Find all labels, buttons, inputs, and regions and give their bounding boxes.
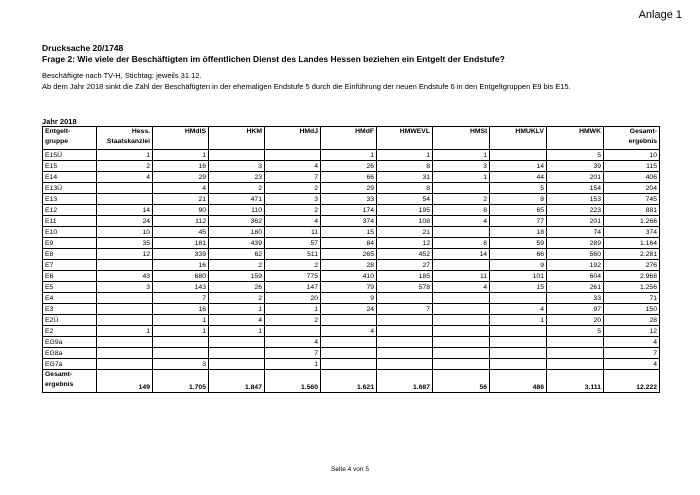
- table-cell: 20: [547, 315, 604, 326]
- table-cell: 3: [265, 194, 321, 205]
- table-row: [43, 271, 660, 282]
- table-cell: 181: [153, 238, 209, 249]
- table-cell: 35: [97, 238, 153, 249]
- table-cell: 20: [265, 293, 321, 304]
- table-cell: 1: [209, 304, 265, 315]
- table-cell: 7: [265, 348, 321, 359]
- table-cell: 1: [209, 326, 265, 337]
- table-cell: 10: [604, 150, 660, 161]
- table-cell: [97, 194, 153, 205]
- table-cell: 2: [265, 315, 321, 326]
- table-cell: [433, 348, 490, 359]
- table-cell: 8: [377, 183, 433, 194]
- table-cell: [377, 315, 433, 326]
- column-header-text: HMSI: [470, 128, 487, 135]
- table-cell: [377, 359, 433, 370]
- table-cell: 1: [490, 315, 547, 326]
- table-cell: [97, 260, 153, 271]
- total-label-text: ergebnis: [45, 380, 74, 388]
- total-row-label: [43, 370, 97, 393]
- column-header-text: Entgelt-: [45, 128, 71, 135]
- table-cell: [547, 337, 604, 348]
- table-cell: 745: [604, 194, 660, 205]
- table-cell: 26: [321, 161, 377, 172]
- table-cell: 5: [547, 326, 604, 337]
- table-cell: 5: [490, 183, 547, 194]
- table-cell: 1: [265, 359, 321, 370]
- total-cell: 1.847: [209, 370, 265, 393]
- column-header: [43, 127, 97, 150]
- total-row: [43, 370, 660, 393]
- row-label: E11: [43, 216, 97, 227]
- column-header-text: HMWK: [579, 128, 601, 135]
- total-cell: 1.560: [265, 370, 321, 393]
- column-header-text: Gesamt-: [629, 128, 657, 135]
- table-cell: [209, 150, 265, 161]
- table-cell: 265: [321, 249, 377, 260]
- table-cell: 4: [265, 337, 321, 348]
- table-row: [43, 161, 660, 172]
- table-cell: [377, 337, 433, 348]
- table-cell: 24: [321, 304, 377, 315]
- column-header-text: HMdJ: [299, 128, 318, 135]
- column-header: [377, 127, 433, 150]
- row-label: E13: [43, 194, 97, 205]
- table-cell: 471: [209, 194, 265, 205]
- table-cell: 204: [604, 183, 660, 194]
- table-cell: 108: [377, 216, 433, 227]
- table-cell: 43: [97, 271, 153, 282]
- table-cell: 578: [377, 282, 433, 293]
- table-cell: 1: [153, 326, 209, 337]
- table-cell: 143: [153, 282, 209, 293]
- table-cell: 3: [433, 161, 490, 172]
- column-header-text: gruppe: [45, 137, 69, 145]
- table-cell: [97, 359, 153, 370]
- table-cell: [433, 293, 490, 304]
- table-row: [43, 348, 660, 359]
- table-cell: 12: [377, 238, 433, 249]
- table-cell: 21: [153, 194, 209, 205]
- table-cell: [321, 337, 377, 348]
- table-cell: 79: [321, 282, 377, 293]
- page-number: Seite 4 von 5: [331, 466, 369, 473]
- table-cell: 2.968: [604, 271, 660, 282]
- table-cell: [490, 326, 547, 337]
- table-cell: 7: [153, 293, 209, 304]
- total-cell: 3.111: [547, 370, 604, 393]
- table-cell: 112: [153, 216, 209, 227]
- total-cell: 1.705: [153, 370, 209, 393]
- row-label: E7: [43, 260, 97, 271]
- table-cell: 4: [153, 183, 209, 194]
- table-cell: 5: [547, 150, 604, 161]
- table-cell: 4: [97, 172, 153, 183]
- table-cell: 1: [153, 315, 209, 326]
- table-cell: [97, 337, 153, 348]
- table-row: [43, 337, 660, 348]
- table-cell: 15: [490, 282, 547, 293]
- table-cell: [153, 337, 209, 348]
- table-cell: 439: [209, 238, 265, 249]
- table-cell: 90: [153, 205, 209, 216]
- column-header: [490, 127, 547, 150]
- table-cell: 2.281: [604, 249, 660, 260]
- table-cell: 2: [265, 205, 321, 216]
- row-label: E8: [43, 249, 97, 260]
- annex-label: Anlage 1: [638, 9, 682, 21]
- table-cell: 4: [490, 304, 547, 315]
- table-cell: 1: [265, 304, 321, 315]
- table-cell: 362: [209, 216, 265, 227]
- row-label: E10: [43, 227, 97, 238]
- table-cell: [97, 293, 153, 304]
- table-cell: 31: [377, 172, 433, 183]
- table-cell: 604: [547, 271, 604, 282]
- table-cell: 680: [153, 271, 209, 282]
- document-number: Drucksache 20/1748: [42, 43, 124, 53]
- table-cell: 881: [604, 205, 660, 216]
- table-row: [43, 194, 660, 205]
- table-cell: 77: [490, 216, 547, 227]
- row-label: E2: [43, 326, 97, 337]
- table-cell: 11: [265, 227, 321, 238]
- table-cell: 8: [433, 205, 490, 216]
- table-cell: 14: [97, 205, 153, 216]
- table-cell: 261: [547, 282, 604, 293]
- table-cell: 289: [547, 238, 604, 249]
- table-cell: [321, 315, 377, 326]
- table-cell: [433, 304, 490, 315]
- column-header: [604, 127, 660, 150]
- column-header: [321, 127, 377, 150]
- table-cell: 223: [547, 205, 604, 216]
- table-cell: [97, 315, 153, 326]
- table-cell: 71: [604, 293, 660, 304]
- table-cell: [547, 359, 604, 370]
- table-cell: 195: [377, 205, 433, 216]
- note-explanation: Ab dem Jahr 2018 sinkt die Zahl der Beschäftigten in der ehemaligen Endstufe 5 durch die Einführung der neuen Endstufe 6 in den Entgeltgruppen E9 bis E15.: [42, 81, 571, 91]
- column-header: [209, 127, 265, 150]
- table-cell: 452: [377, 249, 433, 260]
- table-cell: 3: [153, 359, 209, 370]
- table-cell: 1: [433, 150, 490, 161]
- table-cell: 4: [209, 315, 265, 326]
- table-cell: 9: [321, 293, 377, 304]
- table-cell: 4: [265, 161, 321, 172]
- table-row: [43, 282, 660, 293]
- table-cell: 150: [604, 304, 660, 315]
- table-row: [43, 227, 660, 238]
- table-cell: [321, 348, 377, 359]
- table-cell: 8: [490, 194, 547, 205]
- question-title: Frage 2: Wie viele der Beschäftigten im öffentlichen Dienst des Landes Hessen beziehen ein Entgelt der Endstufe?: [42, 54, 505, 64]
- row-label: E15Ü: [43, 150, 97, 161]
- total-cell: 56: [433, 370, 490, 393]
- table-cell: 159: [209, 271, 265, 282]
- table-cell: [433, 183, 490, 194]
- table-cell: 44: [490, 172, 547, 183]
- table-cell: 18: [490, 227, 547, 238]
- column-header: [153, 127, 209, 150]
- table-row: [43, 205, 660, 216]
- table-cell: [377, 326, 433, 337]
- table-cell: 1: [321, 150, 377, 161]
- table-cell: 1: [377, 150, 433, 161]
- table-cell: 511: [265, 249, 321, 260]
- table-cell: 1: [97, 326, 153, 337]
- table-cell: 4: [265, 216, 321, 227]
- row-label: EG8a: [43, 348, 97, 359]
- row-label: E6: [43, 271, 97, 282]
- table-cell: 59: [490, 238, 547, 249]
- table-cell: [153, 348, 209, 359]
- table-cell: 24: [97, 216, 153, 227]
- row-label: E14: [43, 172, 97, 183]
- table-cell: 201: [547, 216, 604, 227]
- table-cell: [490, 348, 547, 359]
- table-cell: 54: [377, 194, 433, 205]
- table-cell: 2: [265, 260, 321, 271]
- document-header: [42, 43, 662, 92]
- table-cell: 4: [433, 216, 490, 227]
- column-header-text: HMdF: [355, 128, 374, 135]
- table-cell: [433, 359, 490, 370]
- table-row: [43, 260, 660, 271]
- table-cell: 410: [321, 271, 377, 282]
- table-cell: 33: [321, 194, 377, 205]
- table-cell: [377, 293, 433, 304]
- table-cell: [265, 326, 321, 337]
- table-cell: 147: [265, 282, 321, 293]
- table-cell: 185: [377, 271, 433, 282]
- table-cell: [209, 348, 265, 359]
- table-cell: 4: [321, 326, 377, 337]
- table-cell: 3: [209, 161, 265, 172]
- table-cell: 29: [321, 183, 377, 194]
- row-label: E3: [43, 304, 97, 315]
- table-cell: 4: [433, 282, 490, 293]
- column-header-text: HKM: [246, 128, 262, 135]
- column-header: [97, 127, 153, 150]
- table-cell: 2: [209, 293, 265, 304]
- table-cell: 27: [377, 260, 433, 271]
- table-cell: 101: [490, 271, 547, 282]
- table-cell: 10: [97, 227, 153, 238]
- table-row: [43, 326, 660, 337]
- table-cell: [265, 150, 321, 161]
- table-cell: 29: [153, 172, 209, 183]
- table-cell: [433, 227, 490, 238]
- table-cell: [97, 183, 153, 194]
- table-cell: 66: [490, 249, 547, 260]
- table-cell: 2: [265, 183, 321, 194]
- column-header-text: ergebnis: [628, 137, 657, 145]
- column-header-text: HMUKLV: [515, 128, 544, 135]
- table-cell: 192: [547, 260, 604, 271]
- row-label: EG7a: [43, 359, 97, 370]
- table-cell: 84: [321, 238, 377, 249]
- table-cell: 8: [433, 238, 490, 249]
- table-cell: [97, 348, 153, 359]
- table-cell: 153: [547, 194, 604, 205]
- row-label: E13Ü: [43, 183, 97, 194]
- table-cell: 1.256: [604, 282, 660, 293]
- row-label: E12: [43, 205, 97, 216]
- table-cell: 1: [97, 150, 153, 161]
- table-cell: 66: [321, 172, 377, 183]
- table-cell: 154: [547, 183, 604, 194]
- row-label: E2Ü: [43, 315, 97, 326]
- table-row: [43, 304, 660, 315]
- total-cell: 486: [490, 370, 547, 393]
- table-cell: 339: [153, 249, 209, 260]
- table-cell: 406: [604, 172, 660, 183]
- table-cell: 16: [153, 304, 209, 315]
- table-cell: 14: [490, 161, 547, 172]
- table-cell: 201: [547, 172, 604, 183]
- table-row: [43, 150, 660, 161]
- table-cell: 74: [547, 227, 604, 238]
- table-cell: 1.164: [604, 238, 660, 249]
- table-cell: 23: [209, 172, 265, 183]
- table-cell: 12: [97, 249, 153, 260]
- table-cell: 97: [547, 304, 604, 315]
- column-header-text: Staatskanzlei: [106, 137, 150, 145]
- table-cell: 2: [97, 161, 153, 172]
- table-cell: [97, 304, 153, 315]
- table-header-row: [43, 127, 660, 150]
- total-cell: 149: [97, 370, 153, 393]
- table-cell: 11: [433, 271, 490, 282]
- table-cell: [490, 359, 547, 370]
- total-cell: 1.687: [377, 370, 433, 393]
- note-stichtag: Beschäftigte nach TV-H, Stichtag: jeweils 31.12.: [42, 71, 202, 80]
- table-row: [43, 293, 660, 304]
- table-cell: 16: [153, 161, 209, 172]
- table-cell: 1.266: [604, 216, 660, 227]
- table-cell: 62: [209, 249, 265, 260]
- table-cell: [433, 326, 490, 337]
- table-cell: 33: [547, 293, 604, 304]
- table-cell: 3: [97, 282, 153, 293]
- table-row: [43, 238, 660, 249]
- table-cell: 2: [209, 183, 265, 194]
- column-header: [547, 127, 604, 150]
- table-cell: 57: [265, 238, 321, 249]
- table-cell: 110: [209, 205, 265, 216]
- table-cell: 39: [547, 161, 604, 172]
- row-label: E5: [43, 282, 97, 293]
- table-cell: 2: [433, 194, 490, 205]
- total-cell: 12.222: [604, 370, 660, 393]
- table-cell: 9: [490, 260, 547, 271]
- table-cell: 14: [433, 249, 490, 260]
- total-cell: 1.621: [321, 370, 377, 393]
- table-cell: [377, 348, 433, 359]
- table-cell: [490, 150, 547, 161]
- table-row: [43, 359, 660, 370]
- table-cell: 7: [377, 304, 433, 315]
- table-cell: [433, 315, 490, 326]
- table-cell: 28: [604, 315, 660, 326]
- table-cell: [209, 359, 265, 370]
- table-cell: [433, 260, 490, 271]
- table-row: [43, 315, 660, 326]
- table-cell: 7: [265, 172, 321, 183]
- table-cell: 45: [153, 227, 209, 238]
- table-cell: 21: [377, 227, 433, 238]
- table-cell: 560: [547, 249, 604, 260]
- table-cell: 180: [209, 227, 265, 238]
- table-cell: 374: [604, 227, 660, 238]
- table-cell: 1: [433, 172, 490, 183]
- table-cell: [490, 337, 547, 348]
- table-cell: 15: [321, 227, 377, 238]
- table-cell: 16: [153, 260, 209, 271]
- table-cell: [433, 337, 490, 348]
- column-header-text: HMWEVL: [399, 128, 430, 135]
- table-cell: 775: [265, 271, 321, 282]
- data-table: [42, 126, 660, 393]
- table-cell: 7: [604, 348, 660, 359]
- table-cell: 12: [604, 326, 660, 337]
- table-cell: 28: [321, 260, 377, 271]
- table-cell: 2: [209, 260, 265, 271]
- table-cell: 276: [604, 260, 660, 271]
- table-row: [43, 172, 660, 183]
- table-cell: 4: [604, 337, 660, 348]
- total-label-text: Gesamt-: [45, 371, 73, 378]
- table-cell: 115: [604, 161, 660, 172]
- year-label: Jahr 2018: [42, 117, 77, 126]
- table-cell: 374: [321, 216, 377, 227]
- table-row: [43, 216, 660, 227]
- table-cell: 26: [209, 282, 265, 293]
- row-label: E9: [43, 238, 97, 249]
- row-label: E4: [43, 293, 97, 304]
- column-header: [433, 127, 490, 150]
- table-row: [43, 183, 660, 194]
- table-cell: 4: [604, 359, 660, 370]
- table-cell: 65: [490, 205, 547, 216]
- row-label: E15: [43, 161, 97, 172]
- table-cell: 8: [377, 161, 433, 172]
- table-cell: [547, 348, 604, 359]
- table-cell: [321, 359, 377, 370]
- table-cell: 1: [153, 150, 209, 161]
- column-header-text: Hess.: [131, 128, 150, 135]
- table-cell: [209, 337, 265, 348]
- table-row: [43, 249, 660, 260]
- column-header-text: HMdIS: [184, 128, 206, 135]
- column-header: [265, 127, 321, 150]
- table-cell: [490, 293, 547, 304]
- row-label: EG9a: [43, 337, 97, 348]
- table-cell: 174: [321, 205, 377, 216]
